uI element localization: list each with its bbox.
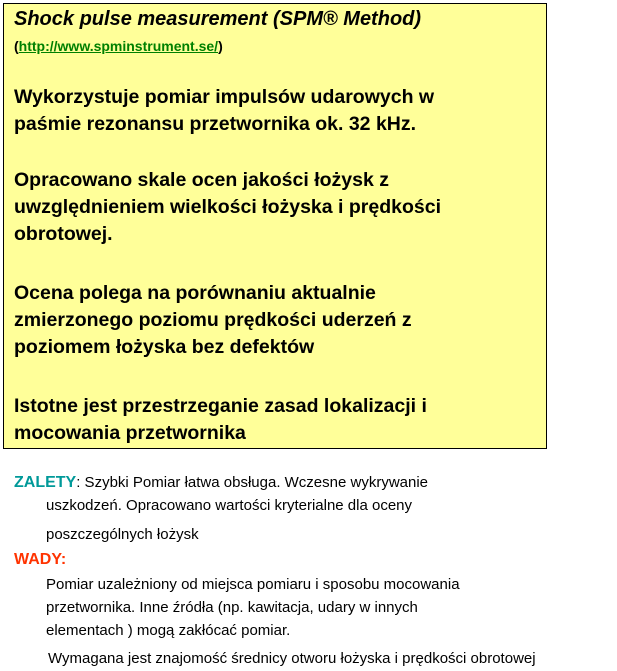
disadvantages-line-2: przetwornika. Inne źródła (np. kawitacja, udary w innych <box>46 599 418 616</box>
advantages-line-1 <box>14 472 428 494</box>
advantages-line-2: uszkodzeń. Opracowano wartości kryterialne dla oceny <box>46 497 413 514</box>
paragraph-line: obrotowej. <box>14 223 113 245</box>
disadvantages-label: WADY: <box>14 551 67 568</box>
advantages-label: ZALETY <box>14 474 77 491</box>
link-line <box>14 38 223 54</box>
paragraph-comparison <box>14 280 412 361</box>
paragraph-resonance <box>14 84 434 138</box>
link-open-paren: ( <box>14 38 19 54</box>
paragraph-line: Opracowano skale ocen jakości łożysk z <box>14 169 389 191</box>
advantages-line-3: poszczególnych łożysk <box>46 526 199 543</box>
link-close-paren: ) <box>218 38 223 54</box>
spm-website-link[interactable]: http://www.spminstrument.se/ <box>18 38 219 54</box>
paragraph-line: paśmie rezonansu przetwornika ok. 32 kHz. <box>14 113 417 135</box>
disadvantages-line-3: elementach ) mogą zakłócać pomiar. <box>46 622 291 639</box>
paragraph-line: mocowania przetwornika <box>14 422 246 444</box>
paragraph-line: zmierzonego poziomu prędkości uderzeń z <box>14 309 412 331</box>
disadvantages-line-4: Wymagana jest znajomość średnicy otworu łożyska i prędkości obrotowej <box>48 650 536 667</box>
paragraph-line: poziomem łożyska bez defektów <box>14 336 315 358</box>
disadvantages-label-line <box>14 549 66 571</box>
paragraph-line: uwzględnieniem wielkości łożyska i prędkości <box>14 196 441 218</box>
paragraph-rating-scales <box>14 167 441 248</box>
paragraph-line: Istotne jest przestrzeganie zasad lokalizacji i <box>14 395 427 417</box>
paragraph-line: Ocena polega na porównaniu aktualnie <box>14 282 376 304</box>
box-title: Shock pulse measurement (SPM® Method) <box>14 8 422 30</box>
advantages-colon: : <box>76 474 81 491</box>
advantages-text: Szybki Pomiar łatwa obsługa. Wczesne wykrywanie <box>80 474 429 491</box>
paragraph-line: Wykorzystuje pomiar impulsów udarowych w <box>14 86 435 108</box>
paragraph-mounting <box>14 393 427 447</box>
disadvantages-line-1: Pomiar uzależniony od miejsca pomiaru i sposobu mocowania <box>46 576 460 593</box>
